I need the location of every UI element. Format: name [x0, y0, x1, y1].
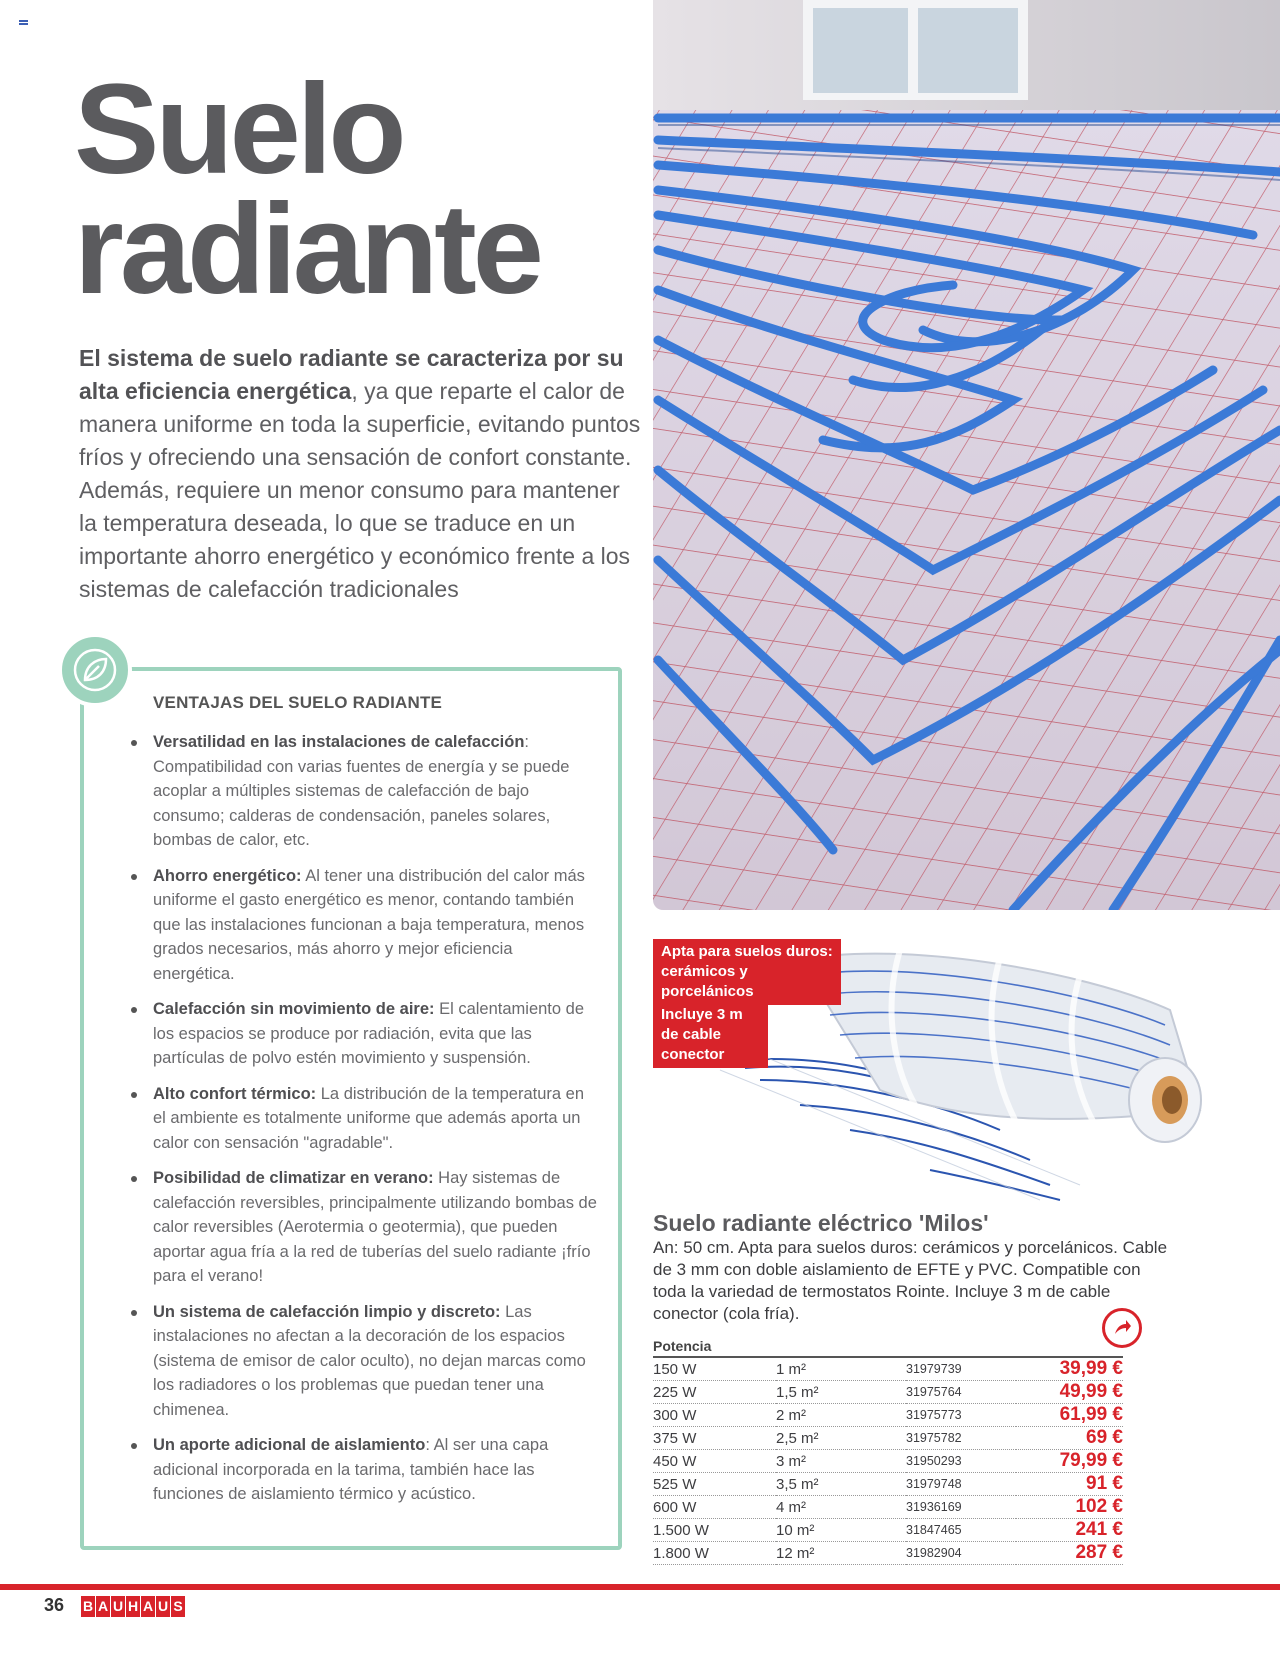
advantage-item [153, 730, 598, 853]
row-area: 3,5 m² [776, 1473, 906, 1496]
row-area: 1,5 m² [776, 1381, 906, 1404]
row-power: 1.800 W [653, 1542, 776, 1565]
advantage-title: Calefacción sin movimiento de aire: [153, 1000, 435, 1018]
row-power: 300 W [653, 1404, 776, 1427]
leaf-icon [58, 633, 132, 707]
table-row [653, 1542, 1123, 1565]
advantage-item [153, 1300, 598, 1423]
intro-bold: El sistema de suelo radiante se caracteriza por su alta eficiencia energética [79, 345, 624, 404]
logo-letter: U [111, 1596, 125, 1617]
logo-letter: A [141, 1596, 155, 1617]
row-price: 241 € [1016, 1519, 1123, 1542]
table-header-power: Potencia [653, 1338, 1123, 1357]
row-price: 39,99 € [1016, 1357, 1123, 1381]
title-line-1: Suelo [74, 58, 403, 201]
row-power: 600 W [653, 1496, 776, 1519]
logo-letter: S [171, 1596, 185, 1617]
bauhaus-logo [81, 1596, 185, 1617]
advantage-text: El calentamiento de los espacios se produce por radiación, evita que las partículas de polvo estén movimiento y suspensión. [153, 1000, 585, 1067]
row-code: 31975764 [906, 1381, 1016, 1404]
advantage-item [153, 1166, 598, 1289]
table-row [653, 1473, 1123, 1496]
row-code: 31950293 [906, 1450, 1016, 1473]
table-header-row [653, 1338, 1123, 1357]
row-code: 31847465 [906, 1519, 1016, 1542]
title-line-2: radiante [74, 178, 540, 321]
advantage-item [153, 997, 598, 1071]
table-row [653, 1357, 1123, 1381]
advantage-text: Las instalaciones no afectan a la decoración de los espacios (sistema de emisor de calor oculto), no dejan marcas como los radiadores o los problemas que puedan tener una chimenea. [153, 1302, 586, 1419]
advantage-title: Un sistema de calefacción limpio y discreto: [153, 1302, 501, 1321]
advantages-list [153, 730, 598, 1518]
table-row [653, 1519, 1123, 1542]
row-area: 2,5 m² [776, 1427, 906, 1450]
advantage-text: Al tener una distribución del calor más uniforme el gasto energético es menor, contando también que las instalaciones funcionan a baja temperatura, menos grados necesarios, más ahorro y mejor eficiencia energética. [153, 866, 585, 983]
row-area: 12 m² [776, 1542, 906, 1565]
advantage-title: Un aporte adicional de aislamiento [153, 1436, 426, 1454]
product-description: An: 50 cm. Apta para suelos duros: cerámicos y porcelánicos. Cable de 3 mm con doble aislamiento de EFTE y PVC. Compatible con toda la variedad de termostatos Rointe. Incluye 3 m de cable conector (cola fría). [653, 1238, 1168, 1323]
tag-hard-floors: Apta para suelos duros: cerámicos y porcelánicos [653, 939, 841, 1005]
row-price: 287 € [1016, 1542, 1123, 1565]
logo-letter: A [96, 1596, 110, 1617]
row-code: 31982904 [906, 1542, 1016, 1565]
row-area: 10 m² [776, 1519, 906, 1542]
menu-icon[interactable] [19, 20, 28, 26]
row-code: 31936169 [906, 1496, 1016, 1519]
advantage-title: Alto confort térmico: [153, 1084, 317, 1103]
row-code: 31979739 [906, 1357, 1016, 1381]
row-power: 225 W [653, 1381, 776, 1404]
advantages-heading: VENTAJAS DEL SUELO RADIANTE [153, 693, 443, 712]
advantage-text: Al ser una capa adicional incorporada en la tarima, también hace las funciones de aislamiento térmico y acústico. [153, 1436, 549, 1503]
advantage-sep: : [425, 1436, 430, 1454]
page-title [74, 58, 540, 321]
row-power: 1.500 W [653, 1519, 776, 1542]
row-price: 49,99 € [1016, 1381, 1123, 1404]
row-price: 69 € [1016, 1427, 1123, 1450]
row-price: 91 € [1016, 1473, 1123, 1496]
price-table [653, 1338, 1123, 1565]
advantage-title: Ahorro energético: [153, 866, 302, 885]
row-price: 61,99 € [1016, 1404, 1123, 1427]
advantage-sep: : [524, 733, 530, 751]
row-price: 79,99 € [1016, 1450, 1123, 1473]
row-power: 525 W [653, 1473, 776, 1496]
footer-divider [0, 1584, 1280, 1590]
table-row [653, 1496, 1123, 1519]
product-title: Suelo radiante eléctrico 'Milos' [653, 1210, 989, 1236]
table-row [653, 1427, 1123, 1450]
row-code: 31975773 [906, 1404, 1016, 1427]
row-power: 375 W [653, 1427, 776, 1450]
row-area: 4 m² [776, 1496, 906, 1519]
table-row [653, 1450, 1123, 1473]
row-area: 1 m² [776, 1357, 906, 1381]
tag-connector-cable: Incluye 3 m de cable conector [653, 1002, 768, 1068]
intro-rest: , ya que reparte el calor de manera uniforme en toda la superficie, evitando puntos fríos y ofreciendo una sensación de confort constante. Además, requiere un menor consumo para mantener la temperatura deseada, lo que se traduce en un importante ahorro energético y económico frente a los sistemas de calefacción tradicionales [79, 378, 641, 602]
advantage-text: Compatibilidad con varias fuentes de energía y se puede acoplar a múltiples sistemas de calefacción de bajo consumo; calderas de condensación, paneles solares, bombas de calor, etc. [153, 757, 570, 849]
intro-paragraph [79, 342, 644, 606]
advantage-item [153, 864, 598, 987]
logo-letter: B [81, 1596, 95, 1617]
table-row [653, 1381, 1123, 1404]
advantage-text: La distribución de la temperatura en el ambiente es totalmente uniforme que además aporta un calor con sensación "agradable". [153, 1084, 584, 1152]
row-price: 102 € [1016, 1496, 1123, 1519]
advantage-item [153, 1433, 598, 1507]
row-area: 3 m² [776, 1450, 906, 1473]
row-area: 2 m² [776, 1404, 906, 1427]
logo-letter: U [156, 1596, 170, 1617]
advantage-item [153, 1082, 598, 1156]
advantage-title: Versatilidad en las instalaciones de calefacción [153, 733, 525, 751]
advantage-text: Hay sistemas de calefacción reversibles, principalmente utilizando bombas de calor reversibles (Aerotermia o geotermia), que pueden aportar agua fría a la red de tuberías del suelo radiante ¡frío para el verano! [153, 1169, 597, 1285]
row-code: 31979748 [906, 1473, 1016, 1496]
row-code: 31975782 [906, 1427, 1016, 1450]
row-power: 150 W [653, 1357, 776, 1381]
logo-letter: H [126, 1596, 140, 1617]
table-row [653, 1404, 1123, 1427]
row-power: 450 W [653, 1450, 776, 1473]
advantage-title: Posibilidad de climatizar en verano: [153, 1169, 434, 1187]
underfloor-heating-photo [653, 0, 1280, 910]
page-number: 36 [44, 1595, 65, 1615]
